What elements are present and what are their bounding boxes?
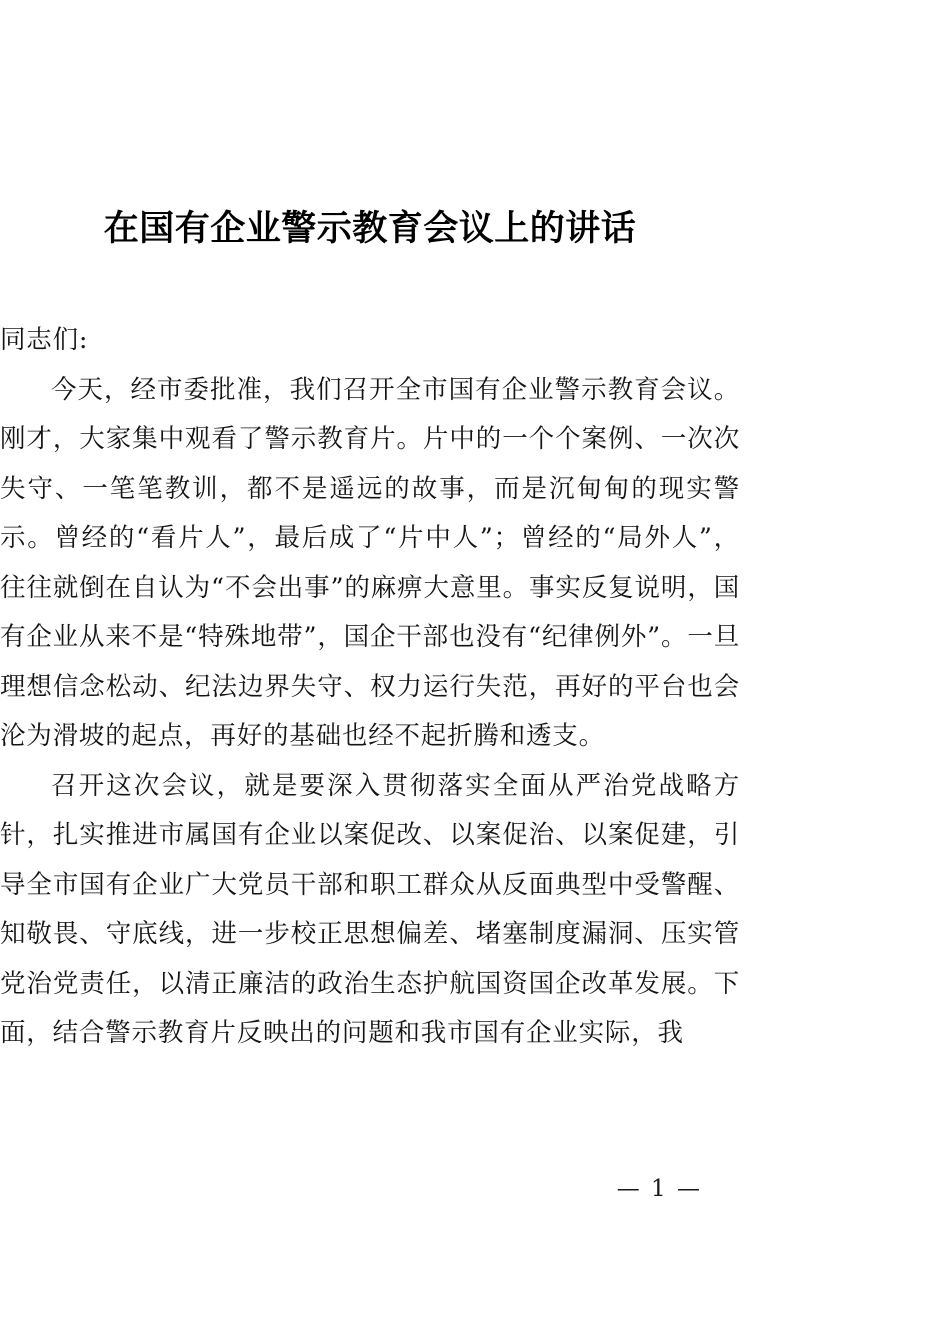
- salutation: 同志们:: [0, 325, 89, 355]
- body-paragraph-1: 今天，经市委批准，我们召开全市国有企业警示教育会议。刚才，大家集中观看了警示教育片。片中的一个个案例、一次次失守、一笔笔教训，都不是遥远的故事，而是沉甸甸的现实警示。曾经的“看片人”，最后成了“片中人”；曾经的“局外人”，往往就倒在自认为“不会出事”的麻痹大意里。事实反复说明，国有企业从来不是“特殊地带”，国企干部也没有“纪律例外”。一旦理想信念松动、纪法边界失守、权力运行失范，再好的平台也会沦为滑坡的起点，再好的基础也经不起折腾和透支。: [0, 374, 740, 751]
- page-number-footer: — 1 —: [616, 1176, 702, 1202]
- body-paragraph-2: 召开这次会议，就是要深入贯彻落实全面从严治党战略方针，扎实推进市属国有企业以案促改、以案促治、以案促建，引导全市国有企业广大党员干部和职工群众从反面典型中受警醒、知敬畏、守底线，进一步校正思想偏差、堵塞制度漏洞、压实管党治党责任，以清正廉洁的政治生态护航国资国企改革发展。下面，结合警示教育片反映出的问题和我市国有企业实际，我: [0, 770, 740, 1048]
- document-body: [0, 316, 740, 1059]
- page-title: 在国有企业警示教育会议上的讲话: [103, 208, 637, 249]
